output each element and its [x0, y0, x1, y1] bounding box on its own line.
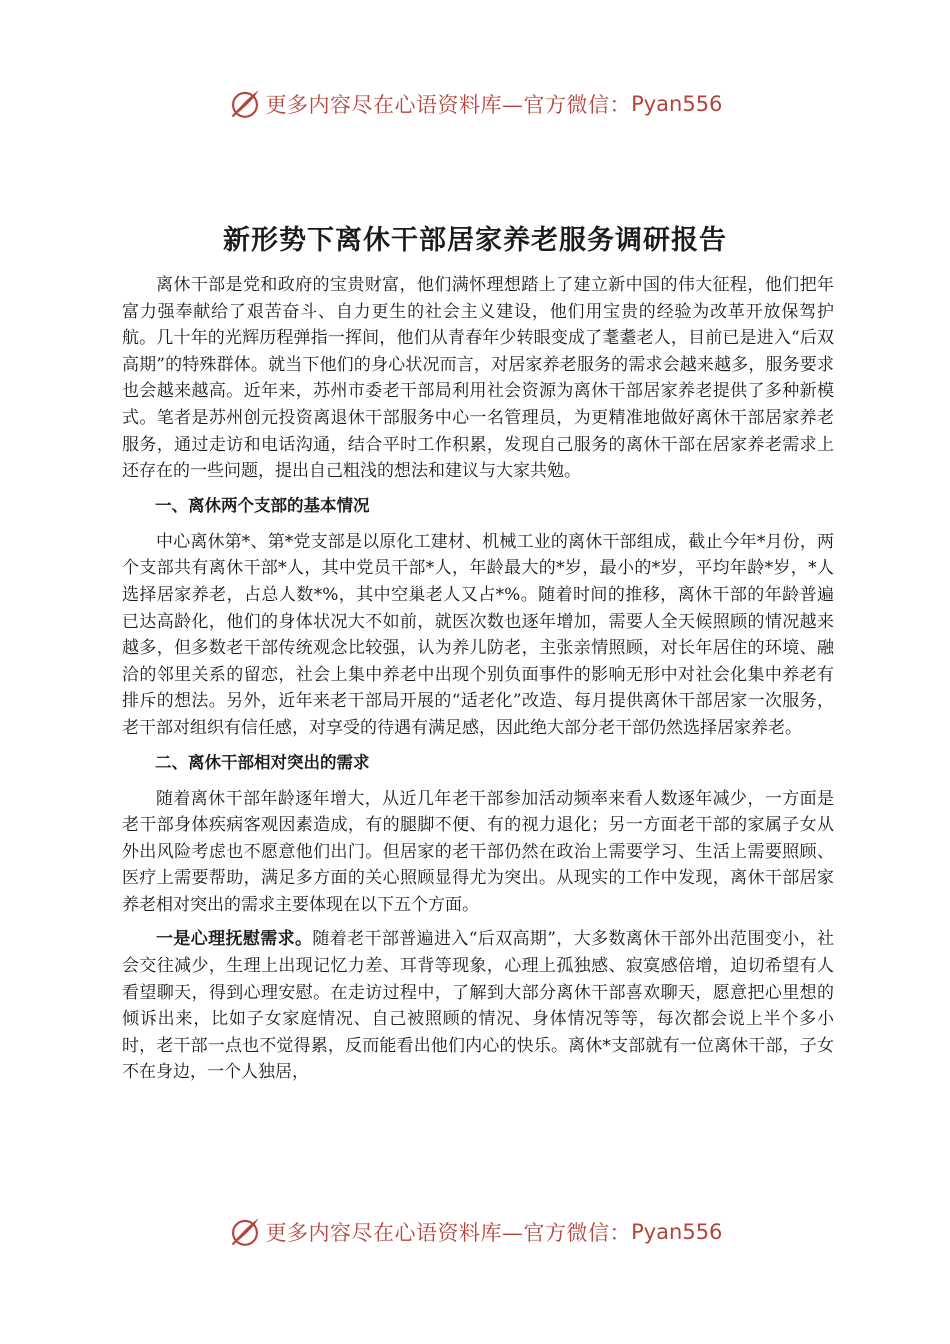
watermark-wechat-id-bottom: Pyan556 [631, 1220, 723, 1244]
document-title: 新形势下离休干部居家养老服务调研报告 [223, 225, 727, 256]
item-1-lead: 一是心理抚慰需求。 [156, 929, 313, 950]
section-2-paragraph: 随着离休干部年龄逐年增大，从近几年老干部参加活动频率来看人数逐年减少，一方面是老干部身体疾病客观因素造成，有的腿脚不便、有的视力退化；另一方面老干部的家属子女从外出风险考虑也不愿意他们出门。但居家的老干部仍然在政治上需要学习、生活上需要照顾、医疗上需要帮助，满足多方面的关心照顾显得尤为突出。从现实的工作中发现，离休干部居家养老相对突出的需求主要体现在以下五个方面。 [122, 788, 834, 915]
item-1-paragraph [122, 926, 834, 1086]
watermark-text-bottom: 更多内容尽在心语资料库—官方微信： [265, 1221, 632, 1245]
quill-pen-logo-icon [228, 1215, 262, 1249]
section-heading-2: 二、离休干部相对突出的需求 [155, 752, 370, 772]
section-1-paragraph: 中心离休第*、第*党支部是以原化工建材、机械工业的离休干部组成，截止今年*月份，两个支部共有离休干部*人，其中党员干部*人，年龄最大的*岁，最小的*岁，平均年龄*岁，*人选择居家养老，占总人数*%，其中空巢老人又占*%。随着时间的推移，离休干部的年龄普遍已达高龄化，他们的身体状况大不如前，就医次数也逐年增加，需要人全天候照顾的情况越来越多，但多数老干部传统观念比较强，认为养儿防老，主张亲情照顾，对长年居住的环境、融洽的邻里关系的留恋，社会上集中养老中出现个别负面事件的影响无形中对社会化集中养老有排斥的想法。另外，近年来老干部局开展的“适老化”改造、每月提供离休干部居家一次服务，老干部对组织有信任感，对享受的待遇有满足感，因此绝大部分老干部仍然选择居家养老。 [122, 531, 834, 738]
document-body [122, 272, 834, 1086]
item-1-body: 随着老干部普遍进入“后双高期”，大多数离休干部外出范围变小，社会交往减少，生理上出现记忆力差、耳背等现象，心理上孤独感、寂寞感倍增，迫切希望有人看望聊天，得到心理安慰。在走访过程中，了解到大部分离休干部喜欢聊天，愿意把心里想的倾诉出来，比如子女家庭情况、自己被照顾的情况、身体情况等等，每次都会说上半个多小时，老干部一点也不觉得累，反而能看出他们内心的快乐。离休*支部就有一位离休干部，子女不在身边，一个人独居， [122, 929, 834, 1083]
watermark-wechat-id: Pyan556 [631, 92, 723, 116]
watermark-text: 更多内容尽在心语资料库—官方微信： [265, 93, 632, 117]
intro-paragraph: 离休干部是党和政府的宝贵财富，他们满怀理想踏上了建立新中国的伟大征程，他们把年富力强奉献给了艰苦奋斗、自力更生的社会主义建设，他们用宝贵的经验为改革开放保驾护航。几十年的光辉历程弹指一挥间，他们从青春年少转眼变成了耄耋老人，目前已是进入“后双高期”的特殊群体。就当下他们的身心状况而言，对居家养老服务的需求会越来越多，服务要求也会越来越高。近年来，苏州市委老干部局利用社会资源为离休干部居家养老提供了多种新模式。笔者是苏州创元投资离退休干部服务中心一名管理员，为更精准地做好离休干部居家养老服务，通过走访和电话沟通，结合平时工作积累，发现自己服务的离休干部在居家养老需求上还存在的一些问题，提出自己粗浅的想法和建议与大家共勉。 [122, 275, 834, 482]
watermark-banner-bottom [0, 1212, 950, 1252]
watermark-banner-top [0, 84, 950, 124]
quill-pen-logo-icon [228, 87, 262, 121]
section-heading-1: 一、离休两个支部的基本情况 [155, 495, 370, 515]
